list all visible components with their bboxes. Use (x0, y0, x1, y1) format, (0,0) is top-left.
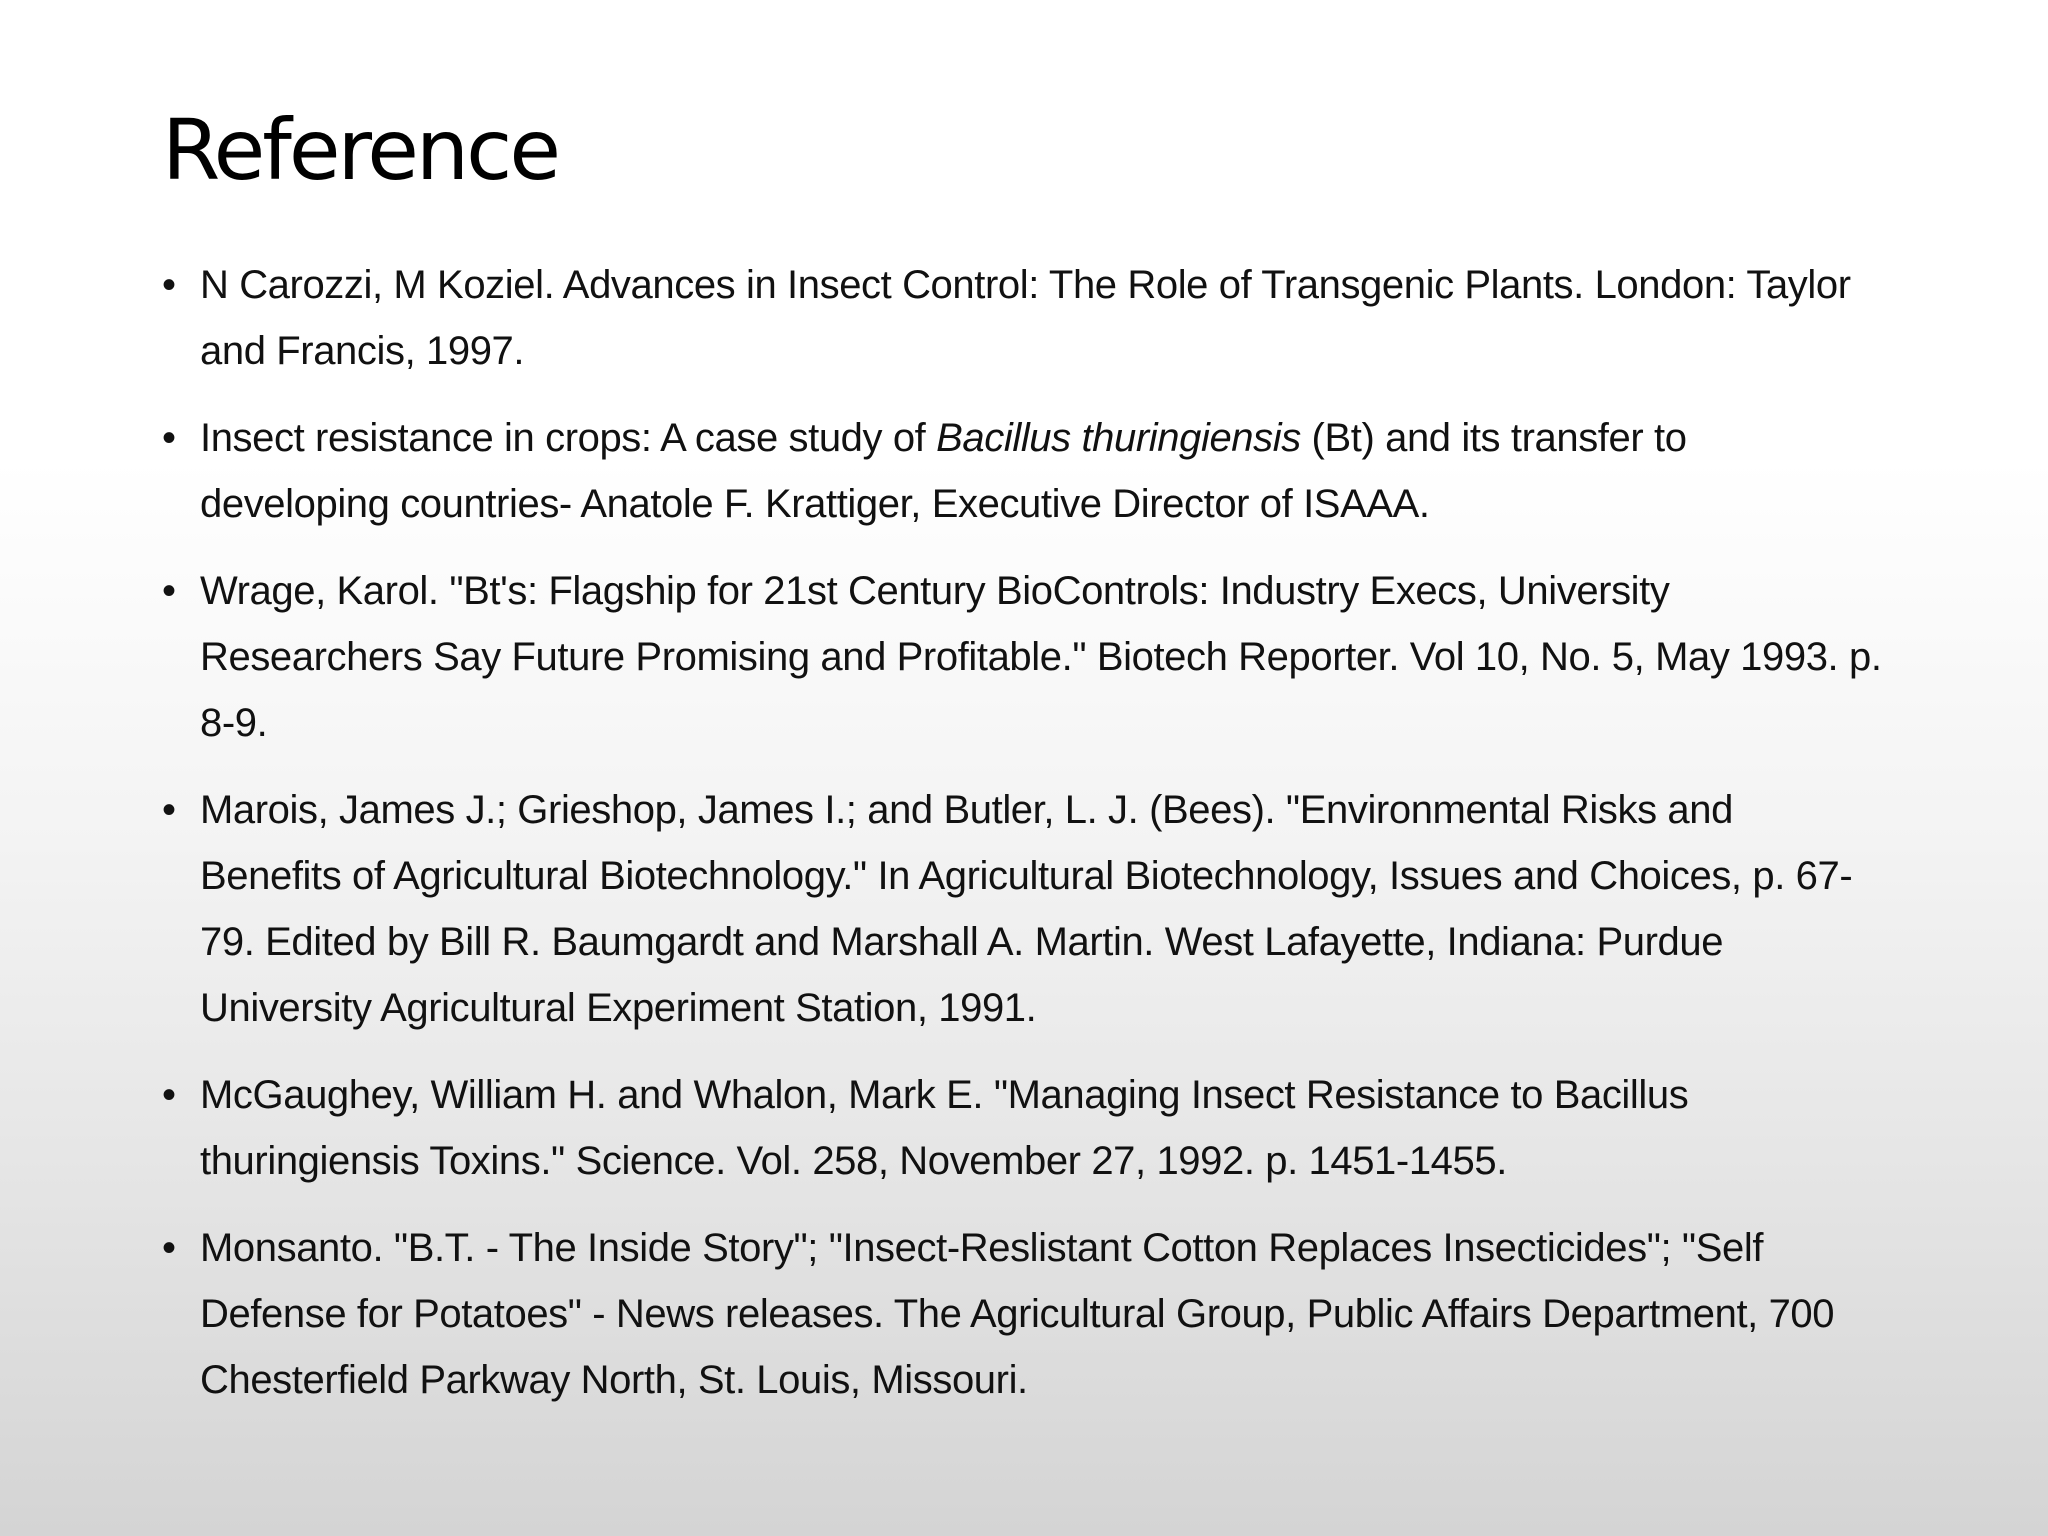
reference-list (162, 252, 1882, 1434)
reference-item (162, 252, 1882, 384)
bullet-icon: • (162, 416, 176, 460)
reference-text: N Carozzi, M Koziel. Advances in Insect Control: The Role of Transgenic Plants. London: Taylor and Francis, 1997. (200, 263, 1851, 373)
reference-text: Marois, James J.; Grieshop, James I.; and Butler, L. J. (Bees). "Environmental Risks and Benefits of Agricultural Biotechnology." In Agricultural Biotechnology, Issues and Choices, p. 67-79. Edited by Bill R. Baumgardt and Marshall A. Martin. West Lafayette, Indiana: Purdue University Agricultural Experiment Station, 1991. (200, 788, 1853, 1030)
reference-item (162, 777, 1882, 1041)
reference-item (162, 1062, 1882, 1194)
reference-text: Monsanto. "B.T. - The Inside Story"; "Insect-Reslistant Cotton Replaces Insecticides"; "Self Defense for Potatoes" - News releases. The Agricultural Group, Public Affairs Department, 700 Chesterfield Parkway North, St. Louis, Missouri. (200, 1226, 1835, 1402)
slide-title: Reference (162, 101, 558, 199)
reference-item (162, 1215, 1882, 1413)
reference-item (162, 558, 1882, 756)
bullet-icon: • (162, 569, 176, 613)
bullet-icon: • (162, 788, 176, 832)
bullet-icon: • (162, 263, 176, 307)
reference-text: Wrage, Karol. "Bt's: Flagship for 21st Century BioControls: Industry Execs, University Researchers Say Future Promising and Profitable." Biotech Reporter. Vol 10, No. 5, May 1993. p. 8-9. (200, 569, 1882, 745)
bullet-icon: • (162, 1226, 176, 1270)
reference-text: Insect resistance in crops: A case study of (200, 416, 937, 460)
reference-text-after: (Bt) and its transfer to developing countries- Anatole F. Krattiger, Executive Director of ISAAA. (200, 416, 1687, 526)
bullet-icon: • (162, 1073, 176, 1117)
reference-italic-text: Bacillus thuringiensis (936, 416, 1301, 460)
reference-text: McGaughey, William H. and Whalon, Mark E. "Managing Insect Resistance to Bacillus thuringiensis Toxins." Science. Vol. 258, November 27, 1992. p. 1451-1455. (200, 1073, 1689, 1183)
reference-item (162, 405, 1882, 537)
